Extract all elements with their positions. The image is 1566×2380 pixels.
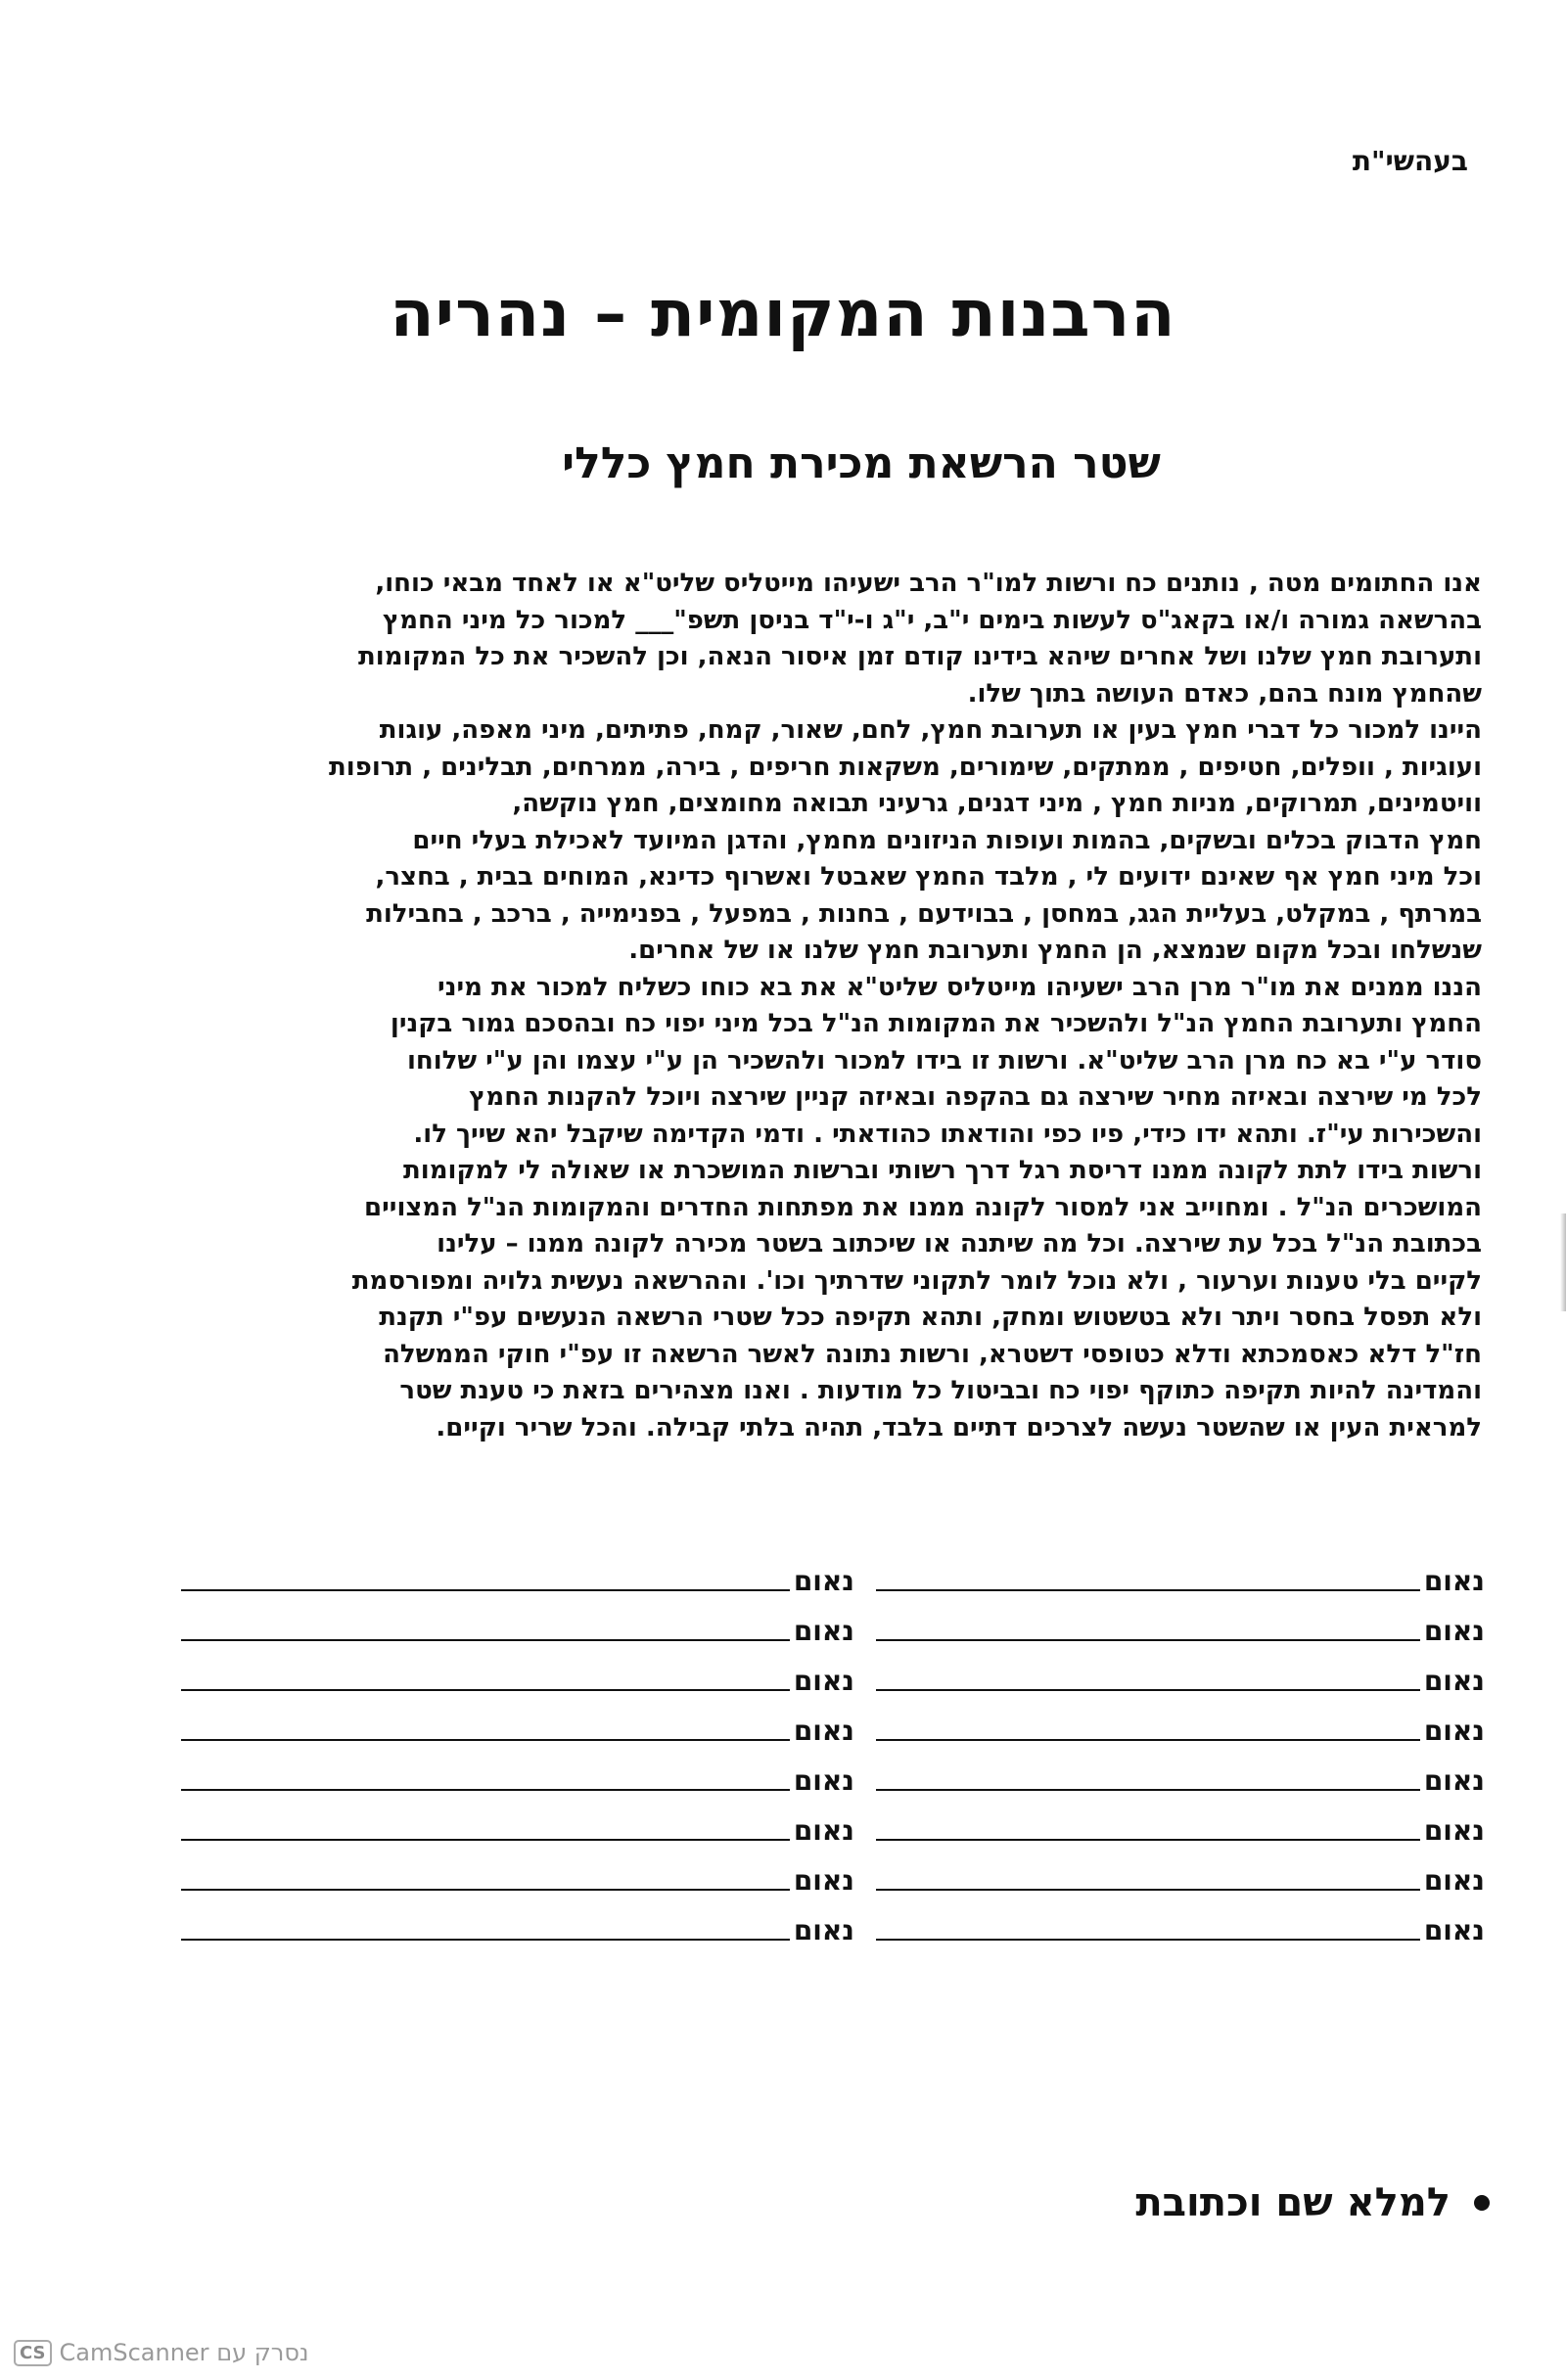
body-paragraph	[311, 566, 1482, 1446]
signature-line[interactable]	[876, 1889, 1420, 1891]
body-line: ולא תפסל בחסר ויתר ולא בטשטוש ומחק, ותהא תקיפה ככל שטרי הרשאה הנעשים עפ"י תקנת	[379, 1303, 1482, 1332]
signature-line[interactable]	[181, 1789, 790, 1791]
fill-note	[1135, 2180, 1490, 2225]
signature-label: נאום	[1423, 1864, 1485, 1897]
signature-field-right[interactable]	[876, 1857, 1485, 1897]
signature-field-left[interactable]	[181, 1808, 854, 1847]
signature-field-left[interactable]	[181, 1758, 854, 1797]
body-line: בכתובת הנ"ל בכל עת שירצה. וכל מה שיתנה או שיכתוב בשטר מכירה לקונה ממנו – עלינו	[437, 1229, 1482, 1259]
signature-label: נאום	[793, 1565, 854, 1597]
body-line: היינו למכור כל דברי חמץ בעין או תערובת חמץ, לחם, שאור, קמח, פתיתים, מיני מאפה, עוגות	[379, 715, 1482, 745]
signature-field-left[interactable]	[181, 1658, 854, 1697]
signature-line[interactable]	[876, 1589, 1420, 1591]
body-line: החמץ ותערובת החמץ הנ"ל ולהשכיר את המקומות הנ"ל בכל מיני יפוי כח ובהסכם גמור בקנין	[390, 1009, 1482, 1038]
body-line: אנו החתומים מטה , נותנים כח ורשות למו"ר הרב ישעיהו מייטליס שליט"א או לאחד מבאי כוחו,	[375, 569, 1482, 598]
signature-label: נאום	[793, 1764, 854, 1797]
signature-field-right[interactable]	[876, 1608, 1485, 1647]
signature-field-left[interactable]	[181, 1708, 854, 1747]
signature-label: נאום	[1423, 1565, 1485, 1597]
page-subtitle: שטר הרשאת מכירת חמץ כללי	[562, 438, 1161, 488]
signature-label: נאום	[793, 1864, 854, 1897]
body-line: ורשות בידו לתת לקונה ממנו דריסת רגל דרך רשותי וברשות המושכרת או שאולה לי למקומות	[403, 1156, 1482, 1185]
signature-label: נאום	[793, 1914, 854, 1946]
signature-field-left[interactable]	[181, 1907, 854, 1946]
bullet-icon	[1474, 2195, 1490, 2211]
signature-label: נאום	[1423, 1814, 1485, 1847]
body-line: סודר ע"י בא כח מרן הרב שליט"א. ורשות זו בידו למכור ולהשכיר הן ע"י עצמו והן ע"י שלוחו	[406, 1045, 1482, 1076]
body-line: ועוגיות , וופלים, חטיפים , ממתקים, שימורים, משקאות חריפים , בירה, ממרחים, תבלינים , תרופות	[329, 752, 1482, 782]
body-line: במרתף , במקלט, בעליית הגג, במחסן , בבוידעם , בחנות , במפעל , בפנימייה , ברכב , בחבילות	[366, 898, 1482, 929]
signature-line[interactable]	[181, 1689, 790, 1691]
signature-field-left[interactable]	[181, 1558, 854, 1597]
signature-line[interactable]	[876, 1839, 1420, 1841]
signature-label: נאום	[1423, 1615, 1485, 1647]
body-line: שהחמץ מונח בהם, כאדם העושה בתוך שלו.	[967, 678, 1482, 709]
signature-field-right[interactable]	[876, 1808, 1485, 1847]
signature-label: נאום	[1423, 1665, 1485, 1697]
body-line: וויטמינים, תמרוקים, מניות חמץ , מיני דגנים, גרעיני תבואה מחומצים, חמץ נוקשה,	[512, 789, 1482, 818]
signature-line[interactable]	[181, 1589, 790, 1591]
signature-area	[0, 1558, 1566, 2145]
body-line: לקיים בלי טענות וערעור , ולא נוכל לומר לתקוני שדרתיך וכו'. וההרשאה נעשית גלויה ומפורסמת	[351, 1265, 1482, 1296]
signature-label: נאום	[793, 1665, 854, 1697]
signature-label: נאום	[1423, 1914, 1485, 1946]
signature-field-left[interactable]	[181, 1857, 854, 1897]
watermark-text: CamScanner נסרק עם	[59, 2339, 309, 2366]
page-edge-shadow	[1560, 1213, 1566, 1311]
signature-field-right[interactable]	[876, 1708, 1485, 1747]
signature-label: נאום	[793, 1715, 854, 1747]
signature-field-right[interactable]	[876, 1758, 1485, 1797]
signature-line[interactable]	[876, 1789, 1420, 1791]
scanner-watermark	[14, 2339, 309, 2366]
signature-field-right[interactable]	[876, 1907, 1485, 1946]
camscanner-logo-icon: CS	[14, 2340, 52, 2366]
signature-line[interactable]	[181, 1839, 790, 1841]
signature-line[interactable]	[181, 1739, 790, 1741]
signature-line[interactable]	[181, 1889, 790, 1891]
page-title: הרבנות המקומית – נהריה	[390, 276, 1176, 351]
body-line: חז"ל דלא כאסמכתא ודלא כטופסי דשטרא, ורשות נתונה לאשר הרשאה זו עפ"י חוקי הממשלה	[383, 1339, 1482, 1369]
body-line: ותערובת חמץ שלנו ושל אחרים שיהא בידינו קודם זמן איסור הנאה, וכן להשכיר את כל המקומות	[358, 642, 1482, 671]
signature-label: נאום	[793, 1615, 854, 1647]
body-line: והשכירות עי"ז. ותהא ידו כידי, פיו כפי והודאתו כהודאתי . ודמי הקדימה שיקבל יהא שייך לו.	[413, 1119, 1482, 1149]
body-line: הננו ממנים את מו"ר מרן הרב ישעיהו מייטליס שליט"א את בא כוחו כשליח למכור את מיני	[438, 972, 1482, 1002]
signature-field-left[interactable]	[181, 1608, 854, 1647]
fill-note-text: למלא שם וכתובת	[1135, 2180, 1451, 2225]
body-line: שנשלחו ובכל מקום שנמצא, הן החמץ ותערובת חמץ שלנו או של אחרים.	[628, 936, 1482, 965]
signature-line[interactable]	[876, 1689, 1420, 1691]
signature-line[interactable]	[876, 1939, 1420, 1941]
signature-field-right[interactable]	[876, 1558, 1485, 1597]
body-line: חמץ הדבוק בכלים ובשקים, בהמות ועופות הניזונים מחמץ, והדגן המיועד לאכילת בעלי חיים	[412, 825, 1482, 855]
body-line: המושכרים הנ"ל . ומחוייב אני למסור לקונה ממנו את מפתחות החדרים והמקומות הנ"ל המצויים	[364, 1192, 1482, 1222]
signature-line[interactable]	[876, 1639, 1420, 1641]
signature-line[interactable]	[181, 1939, 790, 1941]
signature-label: נאום	[1423, 1764, 1485, 1797]
corner-heading: בעהשי"ת	[1352, 145, 1468, 177]
body-line: בהרשאה גמורה ו/או בקאג"ס לעשות בימים י"ב, י"ג ו-י"ד בניסן תשפ"___ למכור כל מיני החמץ	[383, 605, 1482, 635]
signature-line[interactable]	[181, 1639, 790, 1641]
signature-label: נאום	[793, 1814, 854, 1847]
signature-label: נאום	[1423, 1715, 1485, 1747]
signature-field-right[interactable]	[876, 1658, 1485, 1697]
body-line: למראית העין או שהשטר נעשה לצרכים דתיים בלבד, תהיה בלתי קבילה. והכל שריר וקיים.	[436, 1412, 1482, 1442]
body-line: וכל מיני חמץ אף שאינם ידועים לי , מלבד החמץ שאבטל ואשרוף כדינא, המוחים בבית , בחצר,	[375, 862, 1482, 892]
body-line: והמדינה להיות תקיפה כתוקף יפוי כח ובביטול כל מודעות . ואנו מצהירים בזאת כי טענת שטר	[399, 1376, 1482, 1405]
signature-line[interactable]	[876, 1739, 1420, 1741]
body-line: לכל מי שירצה ובאיזה מחיר שירצה גם בהקפה ובאיזה קניין שירצה ויוכל להקנות החמץ	[469, 1082, 1482, 1112]
